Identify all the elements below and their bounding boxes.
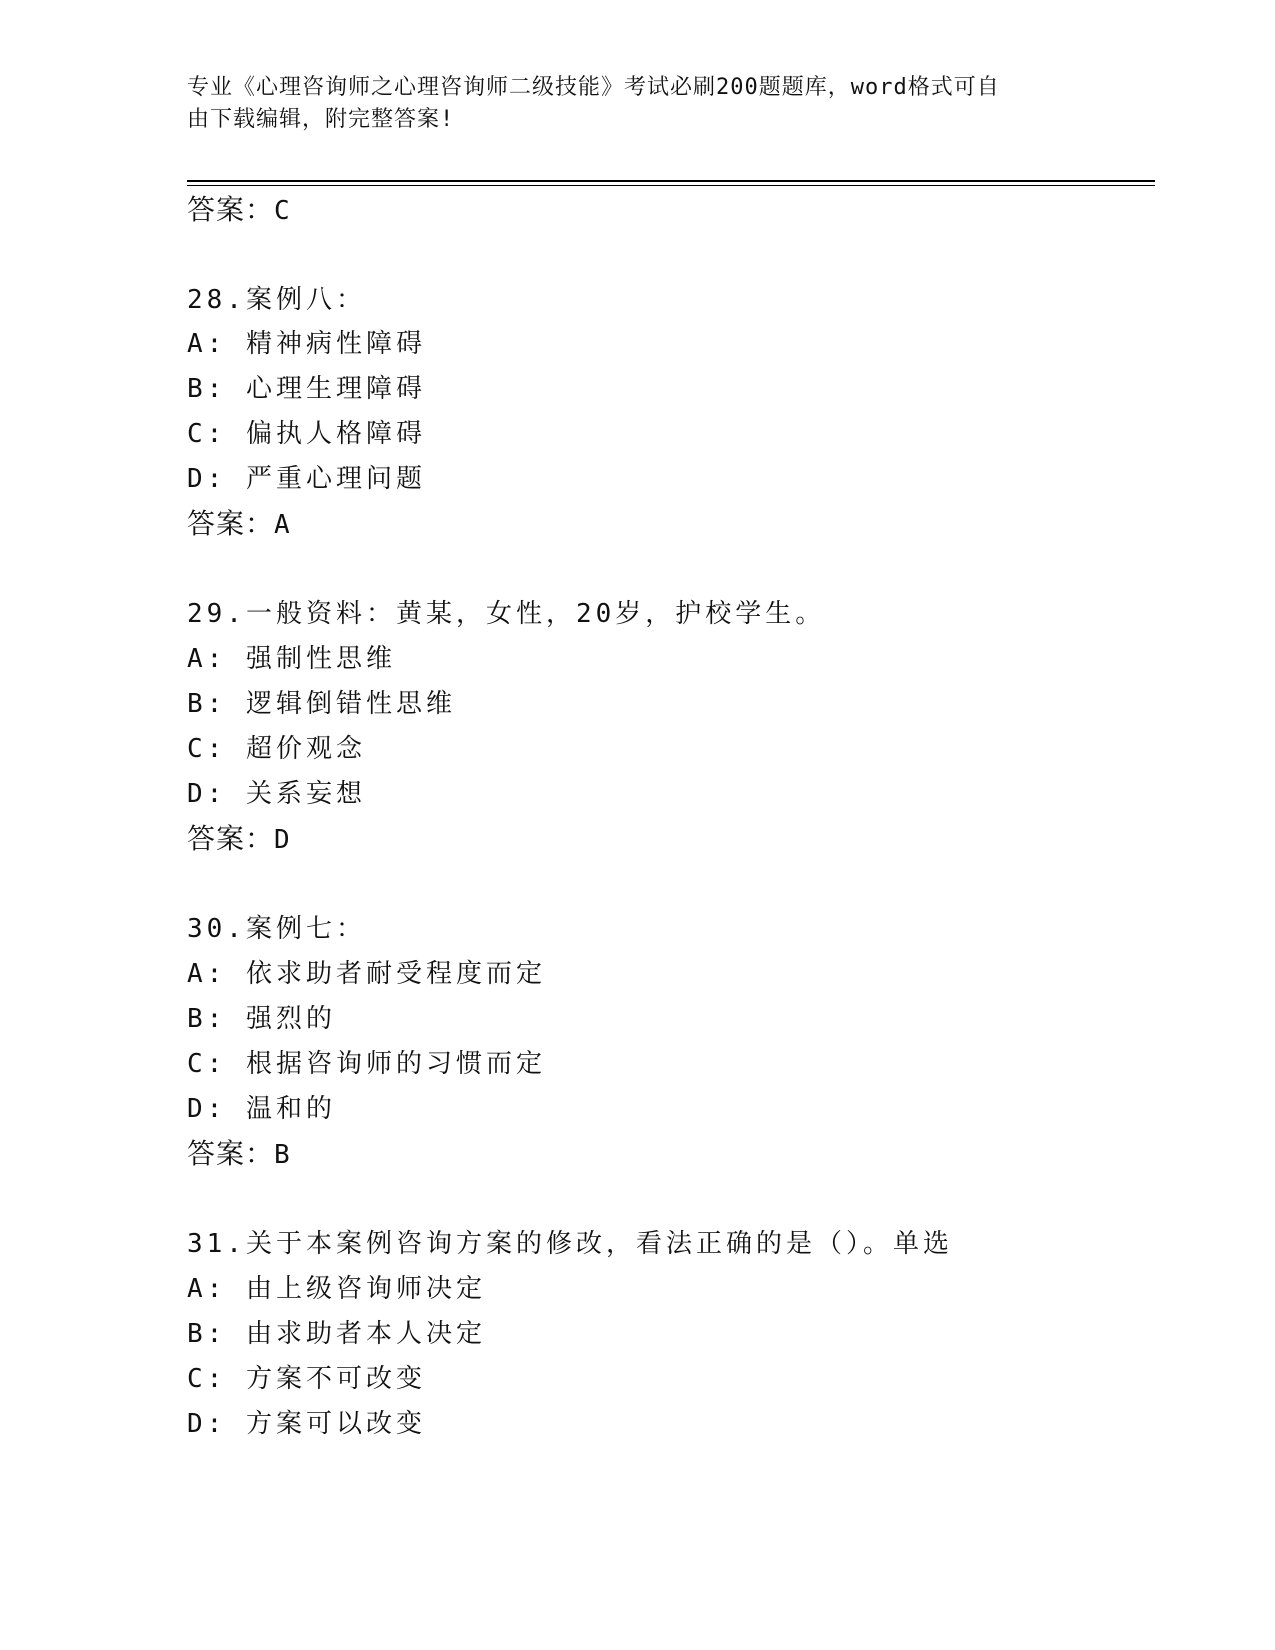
document-header [187, 72, 1067, 136]
option-a: A: 依求助者耐受程度而定 [187, 959, 546, 989]
option-d: D: 方案可以改变 [187, 1409, 426, 1439]
answer-line [187, 192, 291, 229]
answer-label: 答案： [187, 1137, 275, 1170]
answer-label: 答案： [187, 507, 275, 540]
option-b: B: 逻辑倒错性思维 [187, 689, 456, 719]
option-d: D: 严重心理问题 [187, 464, 426, 494]
option-c: C: 偏执人格障碍 [187, 419, 426, 449]
question-stem: 30.案例七： [187, 914, 366, 944]
answer-line [187, 821, 291, 858]
answer-value: A [274, 510, 291, 540]
answer-value: D [274, 825, 291, 855]
question-stem: 31.关于本案例咨询方案的修改，看法正确的是（）。单选 [187, 1229, 953, 1259]
answer-line [187, 1136, 291, 1173]
option-a: A: 由上级咨询师决定 [187, 1274, 486, 1304]
option-d: D: 温和的 [187, 1094, 336, 1124]
question-stem: 28.案例八： [187, 285, 366, 315]
answer-label: 答案： [187, 193, 275, 226]
header-rule-thin [187, 185, 1155, 186]
option-a: A: 强制性思维 [187, 644, 396, 674]
answer-label: 答案： [187, 822, 275, 855]
option-b: B: 由求助者本人决定 [187, 1319, 486, 1349]
option-c: C: 方案不可改变 [187, 1364, 426, 1394]
header-line-2: 由下载编辑，附完整答案! [187, 107, 455, 132]
option-c: C: 超价观念 [187, 734, 366, 764]
answer-line [187, 506, 291, 543]
option-b: B: 心理生理障碍 [187, 374, 426, 404]
option-b: B: 强烈的 [187, 1004, 336, 1034]
header-line-1: 专业《心理咨询师之心理咨询师二级技能》考试必刷200题题库，word格式可自 [187, 75, 1000, 100]
option-c: C: 根据咨询师的习惯而定 [187, 1049, 546, 1079]
option-a: A: 精神病性障碍 [187, 329, 426, 359]
option-d: D: 关系妄想 [187, 779, 366, 809]
answer-value: B [274, 1140, 291, 1170]
question-stem: 29.一般资料：黄某，女性，20岁，护校学生。 [187, 599, 826, 629]
answer-value: C [274, 196, 291, 226]
header-rule-thick [187, 180, 1155, 182]
